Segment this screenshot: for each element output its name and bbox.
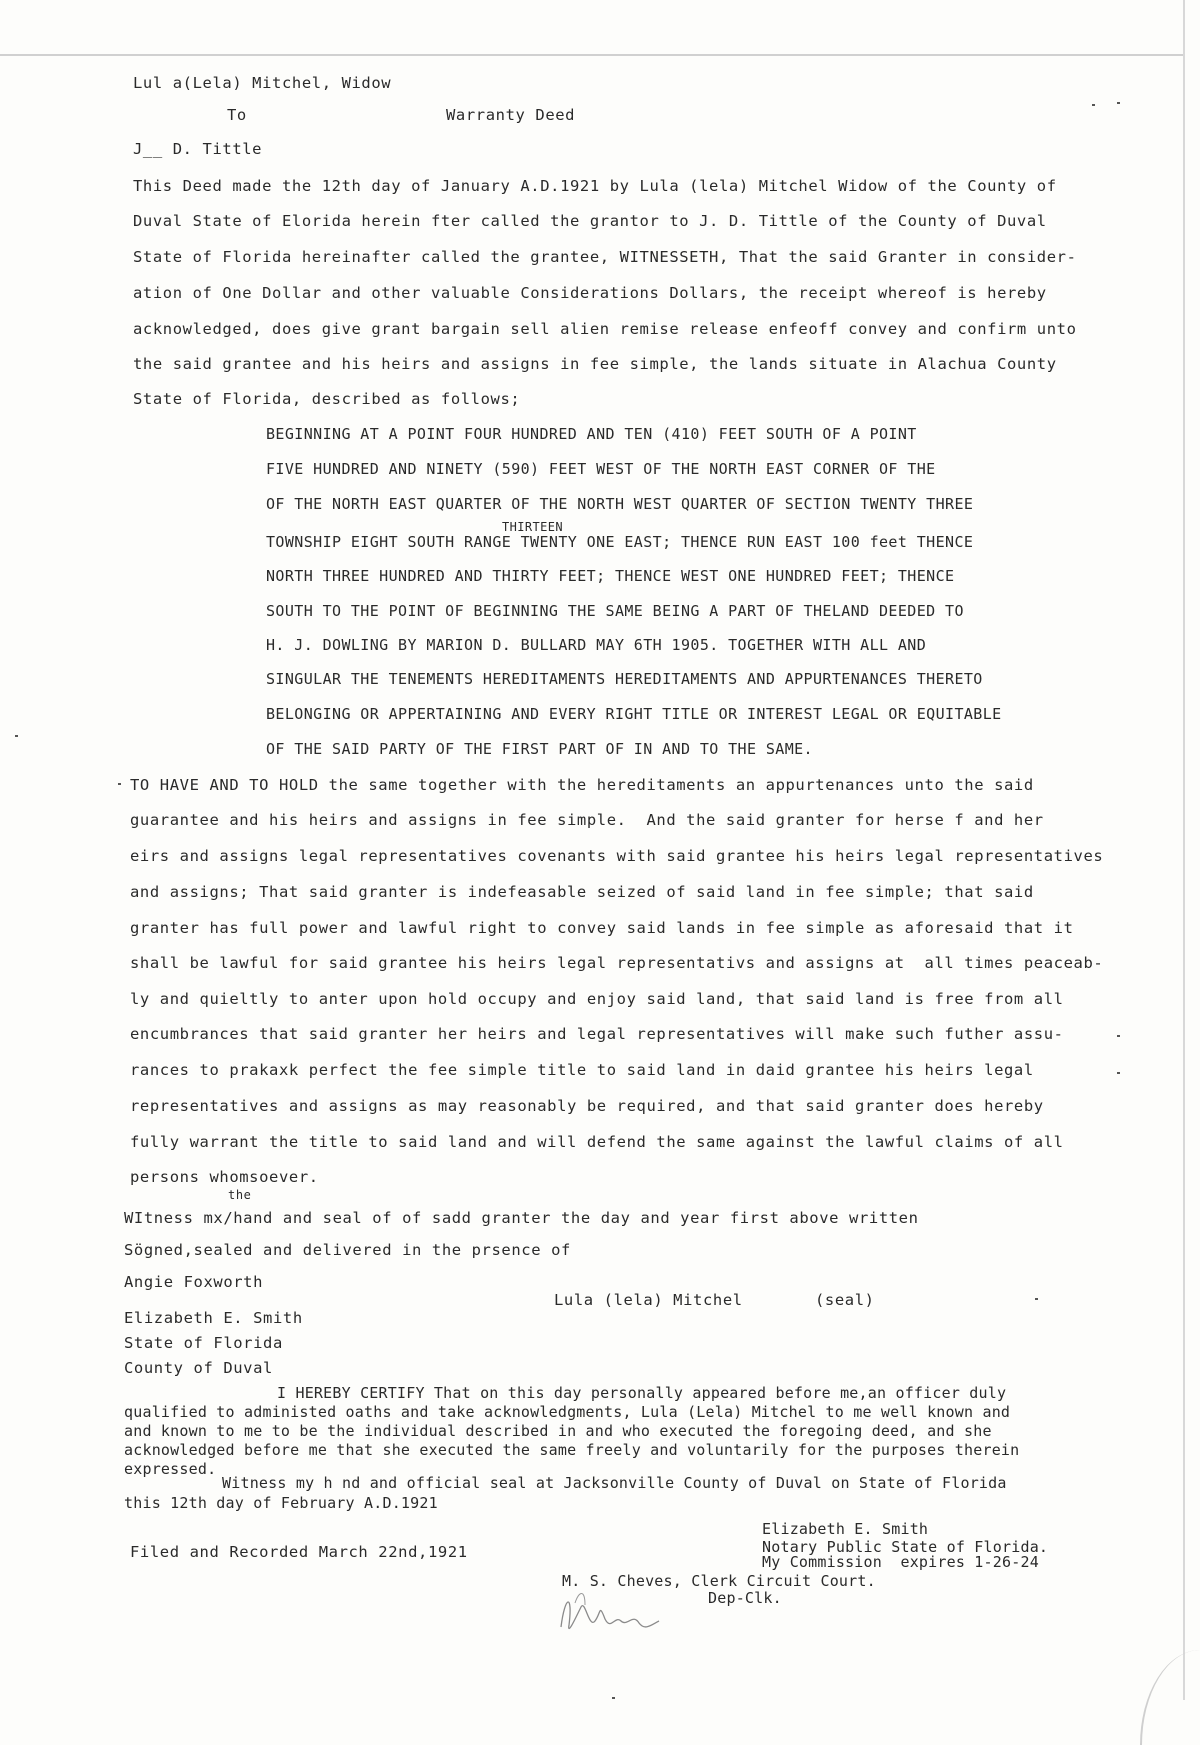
habendum-line: persons whomsoever. <box>130 1168 319 1186</box>
intro-line: the said grantee and his heirs and assigns in fee simple, the lands situate in Alachua County <box>133 355 1057 373</box>
filing-record: Filed and Recorded March 22nd,1921 <box>130 1543 468 1561</box>
page-corner-curl <box>1140 1650 1200 1745</box>
habendum-line: eirs and assigns legal representatives covenants with said grantee his heirs legal representatives <box>130 847 1104 865</box>
scan-speck <box>118 783 121 785</box>
grantor-heading: Lul a(Lela) Mitchel, Widow <box>133 74 392 92</box>
witness-insert: the <box>228 1188 252 1202</box>
deputy-clerk-label: Dep-Clk. <box>708 1589 782 1607</box>
notary-title: Notary Public State of Florida. <box>762 1538 1049 1556</box>
intro-line: This Deed made the 12th day of January A.D.1921 by Lula (lela) Mitchel Widow of the County of <box>133 177 1057 195</box>
certificate-line: qualified to administed oaths and take acknowledgments, Lula (Lela) Mitchel to me well known and <box>124 1403 1011 1421</box>
certificate-line: this 12th day of February A.D.1921 <box>124 1494 438 1512</box>
habendum-line: shall be lawful for said grantee his heirs legal representativs and assigns at all times peaceab- <box>130 954 1104 972</box>
document-title: Warranty Deed <box>446 106 576 124</box>
description-line: H. J. DOWLING BY MARION D. BULLARD MAY 6TH 1905. TOGETHER WITH ALL AND <box>266 636 927 654</box>
description-line: OF THE SAID PARTY OF THE FIRST PART OF IN AND TO THE SAME. <box>266 740 813 758</box>
description-line: OF THE NORTH EAST QUARTER OF THE NORTH WEST QUARTER OF SECTION TWENTY THREE <box>266 495 974 513</box>
witness-name: Angie Foxworth <box>124 1273 264 1291</box>
page-right-edge <box>1183 0 1185 1700</box>
certificate-line: Witness my h nd and official seal at Jacksonville County of Duval on State of Florida <box>222 1474 1007 1492</box>
certificate-line: and known to me to be the individual described in and who executed the foregoing deed, and she <box>124 1422 992 1440</box>
intro-line: Duval State of Elorida herein fter called the grantor to J. D. Tittle of the County of Duval <box>133 212 1047 230</box>
scan-speck <box>15 735 18 737</box>
venue-state: State of Florida <box>124 1334 283 1352</box>
certificate-line: acknowledged before me that she executed the same freely and voluntarily for the purposes therein <box>124 1441 1020 1459</box>
grantee-heading: J__ D. Tittle <box>133 140 263 158</box>
scan-speck <box>1035 1298 1038 1300</box>
seal-label: (seal) <box>815 1291 875 1309</box>
clerk-name: M. S. Cheves, Clerk Circuit Court. <box>562 1572 876 1590</box>
to-heading: To <box>227 106 247 124</box>
habendum-line: and assigns; That said granter is indefeasable seized of said land in fee simple; that said <box>130 883 1034 901</box>
habendum-line: encumbrances that said granter her heirs and legal representatives will make such futher assu- <box>130 1025 1064 1043</box>
witness-name: Elizabeth E. Smith <box>124 1309 303 1327</box>
scan-speck <box>1092 104 1095 106</box>
venue-county: County of Duval <box>124 1359 273 1377</box>
description-insert: THIRTEEN <box>502 520 563 534</box>
certificate-line: expressed. <box>124 1460 217 1478</box>
habendum-line: rances to prakaxk perfect the fee simple title to said land in daid grantee his heirs legal <box>130 1061 1034 1079</box>
scan-speck <box>1117 102 1120 104</box>
handwritten-signature <box>555 1585 665 1645</box>
description-line: TOWNSHIP EIGHT SOUTH RANGE TWENTY ONE EAST; THENCE RUN EAST 100 feet THENCE <box>266 533 974 551</box>
habendum-line: fully warrant the title to said land and will defend the same against the lawful claims of all <box>130 1133 1064 1151</box>
description-line: SINGULAR THE TENEMENTS HEREDITAMENTS HEREDITAMENTS AND APPURTENANCES THERETO <box>266 670 983 688</box>
testimonium-line: WItness mx/hand and seal of of sadd granter the day and year first above written <box>124 1209 919 1227</box>
habendum-line: granter has full power and lawful right to convey said lands in fee simple as aforesaid that it <box>130 919 1074 937</box>
grantor-signature: Lula (lela) Mitchel <box>554 1291 743 1309</box>
habendum-line: TO HAVE AND TO HOLD the same together with the hereditaments an appurtenances unto the said <box>130 776 1034 794</box>
intro-line: State of Florida, described as follows; <box>133 390 521 408</box>
page-top-edge <box>0 54 1185 56</box>
attestation-line: Sögned,sealed and delivered in the prsence of <box>124 1241 571 1259</box>
description-line: BEGINNING AT A POINT FOUR HUNDRED AND TEN (410) FEET SOUTH OF A POINT <box>266 425 917 443</box>
description-line: FIVE HUNDRED AND NINETY (590) FEET WEST OF THE NORTH EAST CORNER OF THE <box>266 460 936 478</box>
habendum-line: representatives and assigns as may reasonably be required, and that said granter does hereby <box>130 1097 1044 1115</box>
intro-line: acknowledged, does give grant bargain sell alien remise release enfeoff convey and confirm unto <box>133 320 1077 338</box>
scan-speck <box>1117 1072 1120 1074</box>
intro-line: ation of One Dollar and other valuable Considerations Dollars, the receipt whereof is hereby <box>133 284 1047 302</box>
intro-line: State of Florida hereinafter called the grantee, WITNESSETH, That the said Granter in consider- <box>133 248 1077 266</box>
habendum-line: ly and quieltly to anter upon hold occupy and enjoy said land, that said land is free from all <box>130 990 1064 1008</box>
notary-name: Elizabeth E. Smith <box>762 1520 929 1538</box>
description-line: NORTH THREE HUNDRED AND THIRTY FEET; THENCE WEST ONE HUNDRED FEET; THENCE <box>266 567 955 585</box>
certificate-line: I HEREBY CERTIFY That on this day personally appeared before me,an officer duly <box>277 1384 1007 1402</box>
description-line: SOUTH TO THE POINT OF BEGINNING THE SAME BEING A PART OF THELAND DEEDED TO <box>266 602 964 620</box>
notary-commission: My Commission expires 1-26-24 <box>762 1553 1039 1571</box>
habendum-line: guarantee and his heirs and assigns in fee simple. And the said granter for herse f and her <box>130 811 1044 829</box>
scan-speck <box>612 1697 615 1699</box>
description-line: BELONGING OR APPERTAINING AND EVERY RIGHT TITLE OR INTEREST LEGAL OR EQUITABLE <box>266 705 1002 723</box>
scan-speck <box>1117 1035 1120 1037</box>
